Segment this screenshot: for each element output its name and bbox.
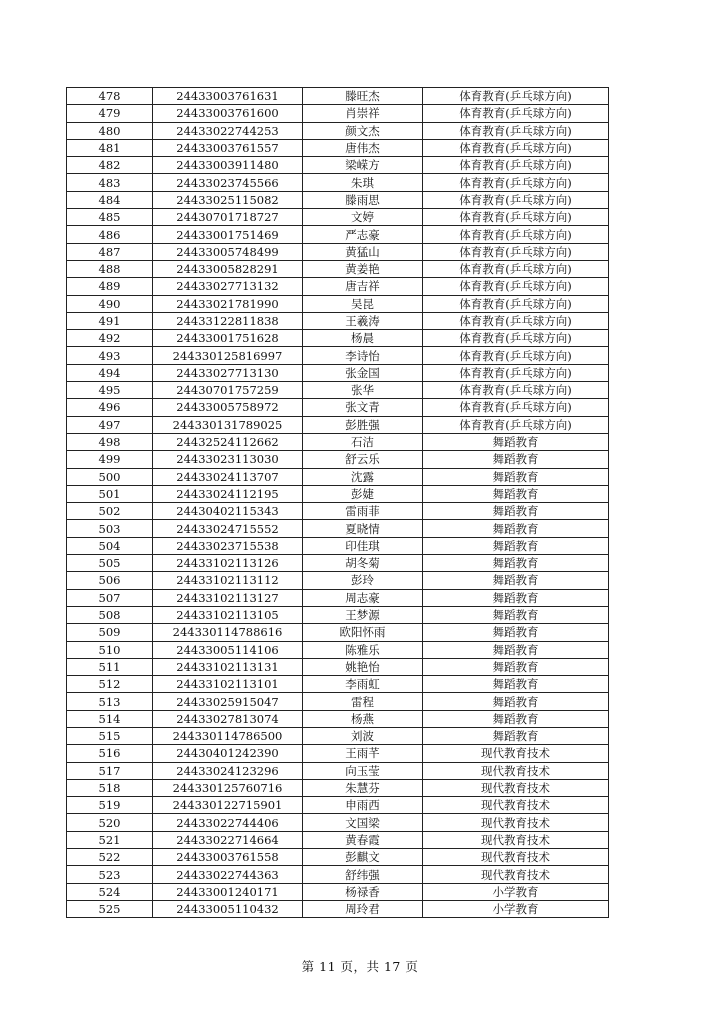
exam-id-cell: 24433027713132: [153, 278, 303, 295]
major-cell: 舞蹈教育: [423, 676, 609, 693]
table-row: [67, 243, 609, 260]
student-name-cell: 黄姜艳: [303, 260, 423, 277]
exam-id-cell: 24433022744363: [153, 866, 303, 883]
table-row: [67, 433, 609, 450]
major-cell: 舞蹈教育: [423, 451, 609, 468]
exam-id-cell: 24433025115082: [153, 191, 303, 208]
row-number-cell: 481: [67, 139, 153, 156]
table-row: [67, 295, 609, 312]
table-row: [67, 779, 609, 796]
student-name-cell: 文国梁: [303, 814, 423, 831]
page-number: 第 11 页，共 17 页: [301, 959, 419, 974]
table-row: [67, 88, 609, 105]
student-name-cell: 印佳琪: [303, 537, 423, 554]
major-cell: 舞蹈教育: [423, 693, 609, 710]
row-number-cell: 497: [67, 416, 153, 433]
row-number-cell: 512: [67, 676, 153, 693]
row-number-cell: 505: [67, 555, 153, 572]
row-number-cell: 518: [67, 779, 153, 796]
student-name-cell: 向玉莹: [303, 762, 423, 779]
exam-id-cell: 24433023715538: [153, 537, 303, 554]
row-number-cell: 515: [67, 727, 153, 744]
major-cell: 舞蹈教育: [423, 572, 609, 589]
table-row: [67, 226, 609, 243]
major-cell: 舞蹈教育: [423, 641, 609, 658]
table-row: [67, 209, 609, 226]
row-number-cell: 502: [67, 503, 153, 520]
table-row: [67, 710, 609, 727]
exam-id-cell: 24433023745566: [153, 174, 303, 191]
student-name-cell: 王雨芊: [303, 745, 423, 762]
row-number-cell: 478: [67, 88, 153, 105]
table-row: [67, 831, 609, 848]
exam-id-cell: 244330131789025: [153, 416, 303, 433]
admission-list-table: [66, 87, 609, 918]
major-cell: 现代教育技术: [423, 849, 609, 866]
student-name-cell: 颜文杰: [303, 122, 423, 139]
table-row: [67, 157, 609, 174]
row-number-cell: 514: [67, 710, 153, 727]
exam-id-cell: 24433122811838: [153, 312, 303, 329]
student-name-cell: 刘波: [303, 727, 423, 744]
student-name-cell: 周志豪: [303, 589, 423, 606]
table-row: [67, 485, 609, 502]
exam-id-cell: 24433001240171: [153, 883, 303, 900]
row-number-cell: 521: [67, 831, 153, 848]
row-number-cell: 490: [67, 295, 153, 312]
major-cell: 舞蹈教育: [423, 468, 609, 485]
table-row: [67, 589, 609, 606]
exam-id-cell: 24433027813074: [153, 710, 303, 727]
exam-id-cell: 24433024113707: [153, 468, 303, 485]
row-number-cell: 511: [67, 658, 153, 675]
exam-id-cell: 244330122715901: [153, 797, 303, 814]
student-name-cell: 王梦源: [303, 606, 423, 623]
student-name-cell: 张华: [303, 382, 423, 399]
student-name-cell: 张金国: [303, 364, 423, 381]
student-name-cell: 姚艳怡: [303, 658, 423, 675]
row-number-cell: 493: [67, 347, 153, 364]
student-name-cell: 黄春霞: [303, 831, 423, 848]
table-row: [67, 122, 609, 139]
major-cell: 舞蹈教育: [423, 606, 609, 623]
student-name-cell: 舒云乐: [303, 451, 423, 468]
table-row: [67, 555, 609, 572]
major-cell: 体育教育(乒乓球方向): [423, 382, 609, 399]
exam-id-cell: 24433027713130: [153, 364, 303, 381]
exam-id-cell: 24433102113105: [153, 606, 303, 623]
row-number-cell: 516: [67, 745, 153, 762]
major-cell: 体育教育(乒乓球方向): [423, 174, 609, 191]
exam-id-cell: 24433024112195: [153, 485, 303, 502]
table-row: [67, 382, 609, 399]
major-cell: 体育教育(乒乓球方向): [423, 312, 609, 329]
row-number-cell: 494: [67, 364, 153, 381]
exam-id-cell: 24433001751628: [153, 330, 303, 347]
row-number-cell: 513: [67, 693, 153, 710]
student-name-cell: 滕旺杰: [303, 88, 423, 105]
table-row: [67, 900, 609, 917]
exam-id-cell: 24433022714664: [153, 831, 303, 848]
row-number-cell: 489: [67, 278, 153, 295]
exam-id-cell: 24433005828291: [153, 260, 303, 277]
table-row: [67, 191, 609, 208]
table-row: [67, 797, 609, 814]
exam-id-cell: 24433102113131: [153, 658, 303, 675]
major-cell: 现代教育技术: [423, 814, 609, 831]
student-name-cell: 吴昆: [303, 295, 423, 312]
row-number-cell: 495: [67, 382, 153, 399]
exam-id-cell: 24433003761558: [153, 849, 303, 866]
major-cell: 舞蹈教育: [423, 727, 609, 744]
exam-id-cell: 244330114786500: [153, 727, 303, 744]
row-number-cell: 491: [67, 312, 153, 329]
exam-id-cell: 24433024123296: [153, 762, 303, 779]
exam-id-cell: 24432524112662: [153, 433, 303, 450]
table-row: [67, 676, 609, 693]
exam-id-cell: 24433102113101: [153, 676, 303, 693]
exam-id-cell: 24433102113126: [153, 555, 303, 572]
table-row: [67, 330, 609, 347]
major-cell: 体育教育(乒乓球方向): [423, 191, 609, 208]
exam-id-cell: 24433003761557: [153, 139, 303, 156]
table-row: [67, 866, 609, 883]
table-row: [67, 745, 609, 762]
major-cell: 体育教育(乒乓球方向): [423, 243, 609, 260]
student-name-cell: 李诗怡: [303, 347, 423, 364]
student-name-cell: 申雨西: [303, 797, 423, 814]
row-number-cell: 501: [67, 485, 153, 502]
exam-id-cell: 24433005748499: [153, 243, 303, 260]
row-number-cell: 499: [67, 451, 153, 468]
student-name-cell: 张文青: [303, 399, 423, 416]
table-row: [67, 537, 609, 554]
major-cell: 体育教育(乒乓球方向): [423, 105, 609, 122]
exam-id-cell: 24433021781990: [153, 295, 303, 312]
student-name-cell: 陈雅乐: [303, 641, 423, 658]
row-number-cell: 500: [67, 468, 153, 485]
row-number-cell: 482: [67, 157, 153, 174]
major-cell: 现代教育技术: [423, 762, 609, 779]
exam-id-cell: 24433005110432: [153, 900, 303, 917]
student-name-cell: 欧阳怀雨: [303, 624, 423, 641]
student-name-cell: 朱慧芬: [303, 779, 423, 796]
major-cell: 体育教育(乒乓球方向): [423, 295, 609, 312]
major-cell: 舞蹈教育: [423, 710, 609, 727]
exam-id-cell: 24433024715552: [153, 520, 303, 537]
table-row: [67, 762, 609, 779]
student-name-cell: 杨禄香: [303, 883, 423, 900]
row-number-cell: 486: [67, 226, 153, 243]
row-number-cell: 506: [67, 572, 153, 589]
table-row: [67, 364, 609, 381]
row-number-cell: 498: [67, 433, 153, 450]
row-number-cell: 523: [67, 866, 153, 883]
major-cell: 体育教育(乒乓球方向): [423, 122, 609, 139]
major-cell: 体育教育(乒乓球方向): [423, 399, 609, 416]
major-cell: 舞蹈教育: [423, 485, 609, 502]
major-cell: 体育教育(乒乓球方向): [423, 139, 609, 156]
exam-id-cell: 244330114788616: [153, 624, 303, 641]
exam-id-cell: 244330125760716: [153, 779, 303, 796]
table-row: [67, 312, 609, 329]
row-number-cell: 507: [67, 589, 153, 606]
row-number-cell: 480: [67, 122, 153, 139]
student-name-cell: 彭胜强: [303, 416, 423, 433]
major-cell: 舞蹈教育: [423, 433, 609, 450]
major-cell: 现代教育技术: [423, 745, 609, 762]
student-name-cell: 朱琪: [303, 174, 423, 191]
exam-id-cell: 24433102113127: [153, 589, 303, 606]
table-row: [67, 174, 609, 191]
row-number-cell: 485: [67, 209, 153, 226]
table-row: [67, 658, 609, 675]
student-name-cell: 王羲涛: [303, 312, 423, 329]
major-cell: 现代教育技术: [423, 866, 609, 883]
major-cell: 体育教育(乒乓球方向): [423, 416, 609, 433]
exam-id-cell: 244330125816997: [153, 347, 303, 364]
major-cell: 体育教育(乒乓球方向): [423, 209, 609, 226]
student-name-cell: 雷程: [303, 693, 423, 710]
row-number-cell: 520: [67, 814, 153, 831]
row-number-cell: 503: [67, 520, 153, 537]
major-cell: 小学教育: [423, 883, 609, 900]
row-number-cell: 496: [67, 399, 153, 416]
exam-id-cell: 24433001751469: [153, 226, 303, 243]
row-number-cell: 483: [67, 174, 153, 191]
table-row: [67, 849, 609, 866]
exam-id-cell: 24433005114106: [153, 641, 303, 658]
exam-id-cell: 24433023113030: [153, 451, 303, 468]
table-row: [67, 278, 609, 295]
student-name-cell: 黄猛山: [303, 243, 423, 260]
student-name-cell: 雷雨菲: [303, 503, 423, 520]
exam-id-cell: 24430402115343: [153, 503, 303, 520]
exam-id-cell: 24433022744406: [153, 814, 303, 831]
student-name-cell: 肖崇祥: [303, 105, 423, 122]
student-name-cell: 彭玲: [303, 572, 423, 589]
student-name-cell: 文婷: [303, 209, 423, 226]
major-cell: 舞蹈教育: [423, 555, 609, 572]
major-cell: 现代教育技术: [423, 831, 609, 848]
student-name-cell: 滕雨思: [303, 191, 423, 208]
student-name-cell: 彭麒文: [303, 849, 423, 866]
major-cell: 舞蹈教育: [423, 537, 609, 554]
table-row: [67, 572, 609, 589]
row-number-cell: 522: [67, 849, 153, 866]
row-number-cell: 510: [67, 641, 153, 658]
table-row: [67, 347, 609, 364]
table-row: [67, 468, 609, 485]
major-cell: 体育教育(乒乓球方向): [423, 278, 609, 295]
student-name-cell: 唐伟杰: [303, 139, 423, 156]
row-number-cell: 487: [67, 243, 153, 260]
table-row: [67, 399, 609, 416]
table-row: [67, 451, 609, 468]
exam-id-cell: 24433025915047: [153, 693, 303, 710]
row-number-cell: 519: [67, 797, 153, 814]
student-name-cell: 杨燕: [303, 710, 423, 727]
table-row: [67, 520, 609, 537]
row-number-cell: 524: [67, 883, 153, 900]
major-cell: 体育教育(乒乓球方向): [423, 157, 609, 174]
major-cell: 体育教育(乒乓球方向): [423, 88, 609, 105]
table-row: [67, 503, 609, 520]
table-body: [67, 88, 609, 918]
major-cell: 舞蹈教育: [423, 520, 609, 537]
student-name-cell: 李雨虹: [303, 676, 423, 693]
major-cell: 体育教育(乒乓球方向): [423, 330, 609, 347]
table-row: [67, 139, 609, 156]
table-row: [67, 693, 609, 710]
exam-id-cell: 24433003761631: [153, 88, 303, 105]
student-name-cell: 胡冬菊: [303, 555, 423, 572]
table-row: [67, 606, 609, 623]
row-number-cell: 525: [67, 900, 153, 917]
major-cell: 体育教育(乒乓球方向): [423, 347, 609, 364]
major-cell: 舞蹈教育: [423, 658, 609, 675]
student-name-cell: 梁嵘方: [303, 157, 423, 174]
row-number-cell: 492: [67, 330, 153, 347]
student-name-cell: 舒纬强: [303, 866, 423, 883]
student-name-cell: 杨晨: [303, 330, 423, 347]
row-number-cell: 479: [67, 105, 153, 122]
student-name-cell: 彭婕: [303, 485, 423, 502]
row-number-cell: 504: [67, 537, 153, 554]
major-cell: 现代教育技术: [423, 779, 609, 796]
table-row: [67, 814, 609, 831]
student-name-cell: 周玲君: [303, 900, 423, 917]
exam-id-cell: 24430701757259: [153, 382, 303, 399]
table-row: [67, 624, 609, 641]
table-row: [67, 641, 609, 658]
major-cell: 舞蹈教育: [423, 624, 609, 641]
table-row: [67, 727, 609, 744]
exam-id-cell: 24433003911480: [153, 157, 303, 174]
major-cell: 体育教育(乒乓球方向): [423, 226, 609, 243]
exam-id-cell: 24430701718727: [153, 209, 303, 226]
major-cell: 舞蹈教育: [423, 503, 609, 520]
table-row: [67, 260, 609, 277]
row-number-cell: 517: [67, 762, 153, 779]
exam-id-cell: 24433003761600: [153, 105, 303, 122]
student-name-cell: 石洁: [303, 433, 423, 450]
table-row: [67, 883, 609, 900]
table-row: [67, 105, 609, 122]
major-cell: 小学教育: [423, 900, 609, 917]
exam-id-cell: 24433005758972: [153, 399, 303, 416]
student-name-cell: 唐吉祥: [303, 278, 423, 295]
exam-id-cell: 24430401242390: [153, 745, 303, 762]
student-name-cell: 夏晓情: [303, 520, 423, 537]
student-name-cell: 严志豪: [303, 226, 423, 243]
row-number-cell: 488: [67, 260, 153, 277]
table-row: [67, 416, 609, 433]
row-number-cell: 508: [67, 606, 153, 623]
exam-id-cell: 24433022744253: [153, 122, 303, 139]
major-cell: 现代教育技术: [423, 797, 609, 814]
student-name-cell: 沈露: [303, 468, 423, 485]
major-cell: 体育教育(乒乓球方向): [423, 260, 609, 277]
major-cell: 舞蹈教育: [423, 589, 609, 606]
major-cell: 体育教育(乒乓球方向): [423, 364, 609, 381]
exam-id-cell: 24433102113112: [153, 572, 303, 589]
row-number-cell: 509: [67, 624, 153, 641]
row-number-cell: 484: [67, 191, 153, 208]
